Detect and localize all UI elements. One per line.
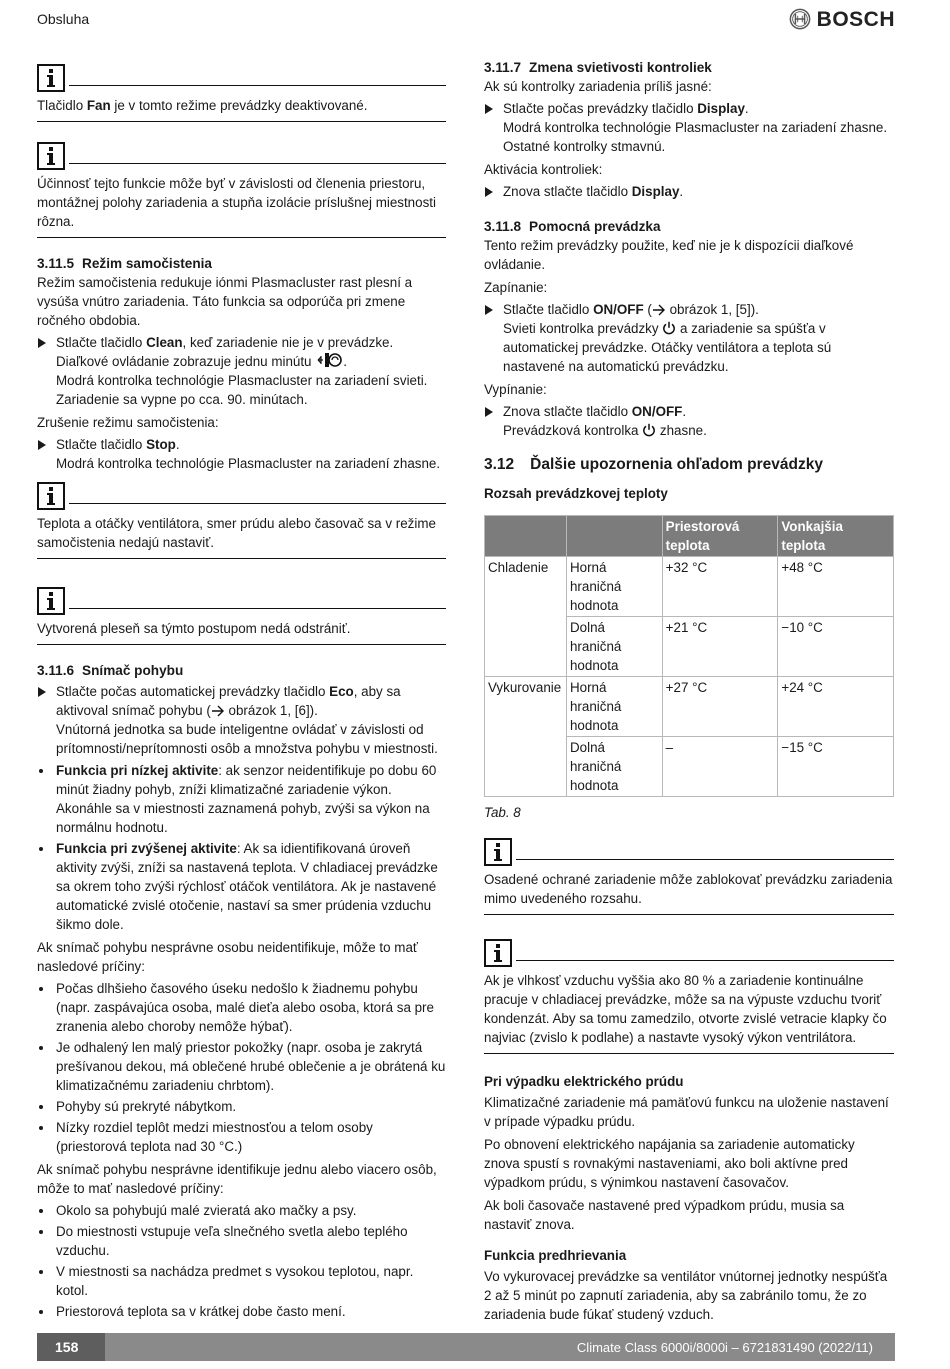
- list-item: Funkcia pri zvýšenej aktivite: Ak sa idientifikovaná úroveň aktivity zvýši, zníži sa nastavená teplota. V chladiacej prevádzke sa okrem toho zvýši rýchlosť otáčok ventilátora. Ak je nastavené automatické zvislé otočenie, nastaví sa smer prúdenia vzduchu šikmo dole.: [37, 839, 446, 934]
- step-list: [484, 99, 894, 156]
- page-footer: [37, 1333, 895, 1361]
- info-note: [484, 933, 894, 1054]
- bullet-list: [37, 761, 446, 934]
- step-arrow-icon: [485, 104, 493, 114]
- step-item: Stlačte tlačidlo ON/OFF ( obrázok 1, [5]). Svieti kontrolka prevádzky a zariadenie sa spúšťa v automatickej prevádzke. Otáčky ventilátora a teplota sú nastavené na automatickú prevádzku.: [484, 300, 894, 376]
- arrow-right-icon: [652, 304, 666, 316]
- bullet-list: [37, 1201, 446, 1321]
- paragraph: Tento režim prevádzky použite, keď nie je k dispozícii diaľkové ovládanie.: [484, 238, 854, 272]
- paragraph: Zapínanie:: [484, 280, 548, 295]
- info-icon: [37, 587, 65, 615]
- info-note: [37, 581, 446, 645]
- fan-button-label: Fan: [86, 98, 111, 113]
- paragraph: Klimatizačné zariadenie má pamäťovú funkcu na uloženie nastavení v prípade výpadku prúdu.: [484, 1095, 889, 1129]
- section-heading-3-11-5: 3.11.5 Režim samočistenia: [37, 256, 212, 271]
- fan-clean-icon: [315, 352, 343, 368]
- brand: [789, 8, 895, 30]
- step-arrow-icon: [38, 338, 46, 348]
- info-note-text: Tlačidlo Fan je v tomto režime prevádzky deaktivované.: [37, 92, 446, 122]
- info-note-text: Ak je vlhkosť vzduchu vyššia ako 80 % a zariadenie kontinuálne pracuje v chladiacej prevádzke, môže sa na výpuste vzduchu tvoriť kondenzát. Aby sa tomu zamedzilo, otvorte zvislé vetracie klapky čo najviac (zvislo k podlahe) a nastavte vysoký výkon ventrilátora.: [484, 967, 894, 1054]
- info-icon: [484, 838, 512, 866]
- paragraph: Vypínanie:: [484, 382, 547, 397]
- subsection-heading: Rozsah prevádzkovej teploty: [484, 486, 668, 501]
- paragraph: Ak sú kontrolky zariadenia príliš jasné:: [484, 79, 712, 94]
- table-header-cell: Vonkajšia teplota: [778, 516, 894, 557]
- step-arrow-icon: [485, 407, 493, 417]
- section-heading-3-11-8: 3.11.8 Pomocná prevádzka: [484, 219, 661, 234]
- step-list: [484, 402, 894, 440]
- bosch-logo-icon: [789, 8, 811, 30]
- step-list: [37, 682, 446, 758]
- paragraph: Ak snímač pohybu nesprávne identifikuje jednu alebo viacero osôb, môže to mať nasledové príčiny:: [37, 1162, 437, 1196]
- step-item: Znova stlačte tlačidlo Display.: [484, 182, 894, 201]
- table-header-cell: [485, 516, 567, 557]
- info-note: [484, 832, 894, 915]
- info-note: [37, 476, 446, 559]
- paragraph: Vo vykurovacej prevádzke sa ventilátor vnútornej jednotky nespúšťa 2 až 5 minút po zapnutí zariadenia, aby sa zabránilo tomu, že zo zariadenia bude fúkať studený vzduch.: [484, 1269, 888, 1322]
- section-heading-3-11-7: 3.11.7 Zmena svietivosti kontroliek: [484, 60, 712, 75]
- bullet-list: [37, 979, 446, 1156]
- document-id: Climate Class 6000i/8000i – 6721831490 (2022/11): [576, 1339, 873, 1355]
- step-item: Stlačte tlačidlo Clean, keď zariadenie nie je v prevádzke. Diaľkové ovládanie zobrazuje jednu minútu . Modrá kontrolka technológie Plasmacluster na zariadení svieti. Zariadenie sa vypne po cca. 90. minútach.: [37, 333, 446, 409]
- paragraph: Po obnovení elektrického napájania sa zariadenie automaticky znova spustí s rovnakými nastaveniami, ako boli aktívne pred výpadkom prúdu, s výnimkou nastavení časovačov.: [484, 1137, 855, 1190]
- info-note-text: Vytvorená pleseň sa týmto postupom nedá odstrániť.: [37, 615, 446, 645]
- table-header-cell: Priestorová teplota: [662, 516, 778, 557]
- left-column: [37, 58, 446, 1324]
- info-note-text: Účinnosť tejto funkcie môže byť v závislosti od členenia priestoru, montážnej polohy zariadenia a stupňa izolácie príslušnej miestnosti rôzna.: [37, 170, 446, 238]
- table-cell: +32 °C: [662, 557, 778, 617]
- power-icon: [662, 321, 676, 335]
- table-cell: –: [662, 737, 778, 797]
- paragraph: Ak snímač pohybu nesprávne osobu neidentifikuje, môže to mať nasledové príčiny:: [37, 940, 418, 974]
- table-cell: +48 °C: [778, 557, 894, 617]
- table-cell: Horná hraničná hodnota: [566, 557, 662, 617]
- arrow-right-icon: [211, 705, 225, 717]
- subsection-heading: Pri výpadku elektrického prúdu: [484, 1074, 684, 1089]
- info-note: [37, 58, 446, 122]
- page-header: [37, 8, 895, 32]
- list-item: Je odhalený len malý priestor pokožky (napr. osoba je zakrytá prešívanou dekou, má oblečené hrubé oblečenie a je obrátená ku klimatizačnému zariadeniu chrbtom).: [37, 1038, 446, 1095]
- table-cell: Vykurovanie: [485, 677, 567, 797]
- list-item: Priestorová teplota sa v krátkej dobe často mení.: [37, 1302, 446, 1321]
- info-icon: [37, 142, 65, 170]
- step-list: [37, 435, 446, 473]
- info-icon: [37, 482, 65, 510]
- table-row: [485, 677, 894, 737]
- paragraph: Aktivácia kontroliek:: [484, 162, 603, 177]
- table-cell: Dolná hraničná hodnota: [566, 737, 662, 797]
- brand-name: BOSCH: [816, 7, 895, 31]
- step-item: Znova stlačte tlačidlo ON/OFF. Prevádzková kontrolka zhasne.: [484, 402, 894, 440]
- list-item: Do miestnosti vstupuje veľa slnečného svetla alebo teplého vzduchu.: [37, 1222, 446, 1260]
- temperature-range-table: [484, 515, 894, 797]
- table-header-row: [485, 516, 894, 557]
- table-cell: Dolná hraničná hodnota: [566, 617, 662, 677]
- page-number: 158: [37, 1333, 105, 1361]
- power-icon: [642, 423, 656, 437]
- list-item: Pohyby sú prekryté nábytkom.: [37, 1097, 446, 1116]
- right-column: [484, 58, 894, 1327]
- list-item: Počas dlhšieho časového úseku nedošlo k žiadnemu pohybu (napr. zaspávajúca osoba, malé dieťa alebo osoba, ktorá sa pre zranenia alebo choroby nemôže hýbať).: [37, 979, 446, 1036]
- paragraph: Režim samočistenia redukuje iónmi Plasmacluster rast plesní a vysúša vnútro zariadenia. Táto funkcia sa odporúča pri zmene ročného obdobia.: [37, 275, 413, 328]
- list-item: Funkcia pri nízkej aktivite: ak senzor neidentifikuje po dobu 60 minút žiadny pohyb, zníži klimatizačné zariadenie výkon. Akonáhle sa v miestnosti zaznamená pohyb, zvýši sa výkon na normálnu hodnotu.: [37, 761, 446, 837]
- step-arrow-icon: [38, 440, 46, 450]
- step-list: [37, 333, 446, 409]
- step-item: Stlačte tlačidlo Stop. Modrá kontrolka technológie Plasmacluster na zariadení zhasne.: [37, 435, 446, 473]
- step-arrow-icon: [38, 687, 46, 697]
- step-arrow-icon: [485, 305, 493, 315]
- info-icon: [484, 939, 512, 967]
- table-header-cell: [566, 516, 662, 557]
- step-list: [484, 182, 894, 201]
- section-heading-3-11-6: 3.11.6 Snímač pohybu: [37, 663, 184, 678]
- info-note: [37, 136, 446, 238]
- header-section-title: Obsluha: [37, 11, 90, 27]
- info-note-text: Osadené ochrané zariadenie môže zablokovať prevádzku zariadenia mimo uvedeného rozsahu.: [484, 866, 894, 915]
- table-cell: −15 °C: [778, 737, 894, 797]
- table-caption: Tab. 8: [484, 805, 521, 820]
- table-row: [485, 557, 894, 617]
- step-arrow-icon: [485, 187, 493, 197]
- table-cell: Horná hraničná hodnota: [566, 677, 662, 737]
- table-cell: +24 °C: [778, 677, 894, 737]
- subsection-heading: Funkcia predhrievania: [484, 1248, 627, 1263]
- paragraph: Zrušenie režimu samočistenia:: [37, 415, 219, 430]
- step-list: [484, 300, 894, 376]
- step-item: Stlačte počas prevádzky tlačidlo Display. Modrá kontrolka technológie Plasmacluster na zariadení zhasne. Ostatné kontrolky stmavnú.: [484, 99, 894, 156]
- step-item: Stlačte počas automatickej prevádzky tlačidlo Eco, aby sa aktivoval snímač pohybu ( obrázok 1, [6]). Vnútorná jednotka sa bude inteligentne ovládať v závislosti od prítomnosti/neprítomnosti osôb a množstva pohybu v miestnosti.: [37, 682, 446, 758]
- table-cell: −10 °C: [778, 617, 894, 677]
- section-heading-3-12: 3.12 Ďalšie upozornenia ohľadom prevádzky: [484, 456, 823, 473]
- table-cell: +27 °C: [662, 677, 778, 737]
- list-item: V miestnosti sa nachádza predmet s vysokou teplotou, napr. kotol.: [37, 1262, 446, 1300]
- table-cell: Chladenie: [485, 557, 567, 677]
- table-cell: +21 °C: [662, 617, 778, 677]
- info-icon: [37, 64, 65, 92]
- paragraph: Ak boli časovače nastavené pred výpadkom prúdu, musia sa nastaviť znova.: [484, 1198, 845, 1232]
- list-item: Nízky rozdiel teplôt medzi miestnosťou a telom osoby (priestorová teplota nad 30 °C.): [37, 1118, 446, 1156]
- list-item: Okolo sa pohybujú malé zvieratá ako mačky a psy.: [37, 1201, 446, 1220]
- info-note-text: Teplota a otáčky ventilátora, smer prúdu alebo časovač sa v režime samočistenia nedajú nastaviť.: [37, 510, 446, 559]
